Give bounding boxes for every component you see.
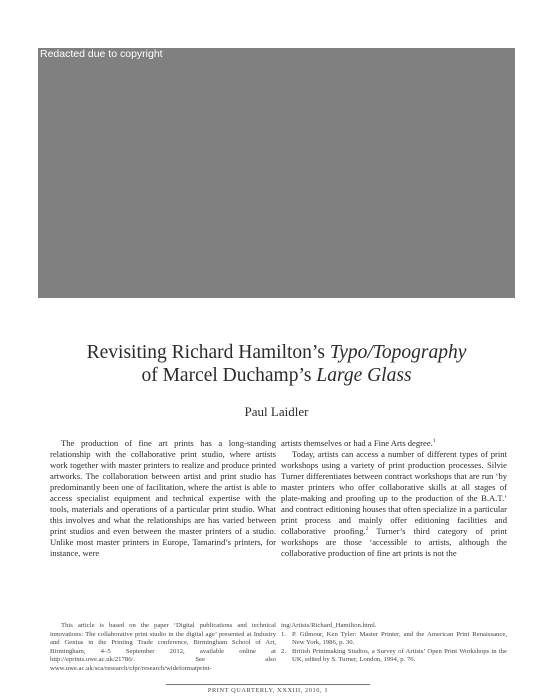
- running-footer: PRINT QUARTERLY, XXXIII, 2016, 1: [207, 687, 329, 694]
- title-line-2: of Marcel Duchamp’s Large Glass: [141, 365, 412, 386]
- body-paragraph-1: The production of fine art prints has a long-standing relationship with the collaborative print studio, where artists work together with master printers to realize and produce printed artworks. The collaboration between artist and print studio has predominantly been one of facilitation, where the artist is able to access specialist equipment and technical expertise with the tools, materials and operations of a particular print studio. What this involves and what the relationships are has varied between print studios and even between the master printers of a studio. Unlike most master printers in Europe, Tamarind’s printers, for instance, were: [50, 438, 276, 558]
- redaction-label: Redacted due to copyright: [40, 48, 163, 60]
- note-ref-1: 1: [432, 438, 436, 445]
- title-italic-1: Typo/Topography: [329, 342, 467, 363]
- title-line-1: Revisiting Richard Hamilton’s Typo/Topography: [86, 342, 467, 363]
- redacted-image: [38, 48, 515, 298]
- footnote-1: 1. P. Gilmour, Ken Tyler: Master Printer, and the American Print Renaissance, New York, 1986, p. 30.: [281, 630, 507, 646]
- footnote-intro-continuation: ing/Artists/Richard_Hamilton.html.: [281, 622, 377, 629]
- footer-rule: [166, 684, 370, 685]
- title-italic-2: Large Glass: [316, 365, 412, 386]
- author-name: Paul Laidler: [244, 404, 309, 419]
- article-title: [38, 341, 515, 387]
- body-paragraph-2: Today, artists can access a number of different types of print workshops using a variety of print production processes. Silvie Turner differentiates between contract workshops that are run ‘by master printers who offer collaborative skills at all stages of plate-making and proofing up to the production of the B.A.T.’ and contract editioning houses that often specialize in a particular print process and mainly offer editioning facilities and collaborative proofing.$^2$ Turner’s third category of print workshops are those ‘accessible to artists, although the collaborative production of fine art prints is not the: [281, 448, 508, 558]
- body-column-left: [50, 438, 276, 558]
- footnotes-right: [281, 622, 507, 665]
- body-continuation: artists themselves or had a Fine Arts degree.$^1$: [281, 438, 436, 448]
- footnote-intro: This article is based on the paper ‘Digital publications and technical innovations: The collaborative print studio in the digital age’ presented at Industry and Genius in the Printing Trade conference, Birmingham School of Art, Birmingham, 4–5 September 2012, available online at http://eprints.uwe.ac.uk/21786/. See also www.uwe.ac.uk/sca/research/cfpr/research/wideformatprint-: [50, 622, 276, 672]
- note-ref-2: 2: [365, 525, 369, 532]
- footnote-2: 2. British Printmaking Studios, a Survey of Artists’ Open Print Workshops in the UK, edited by S. Turner, London, 1994, p. 76.: [281, 647, 507, 663]
- body-column-right: [281, 438, 507, 558]
